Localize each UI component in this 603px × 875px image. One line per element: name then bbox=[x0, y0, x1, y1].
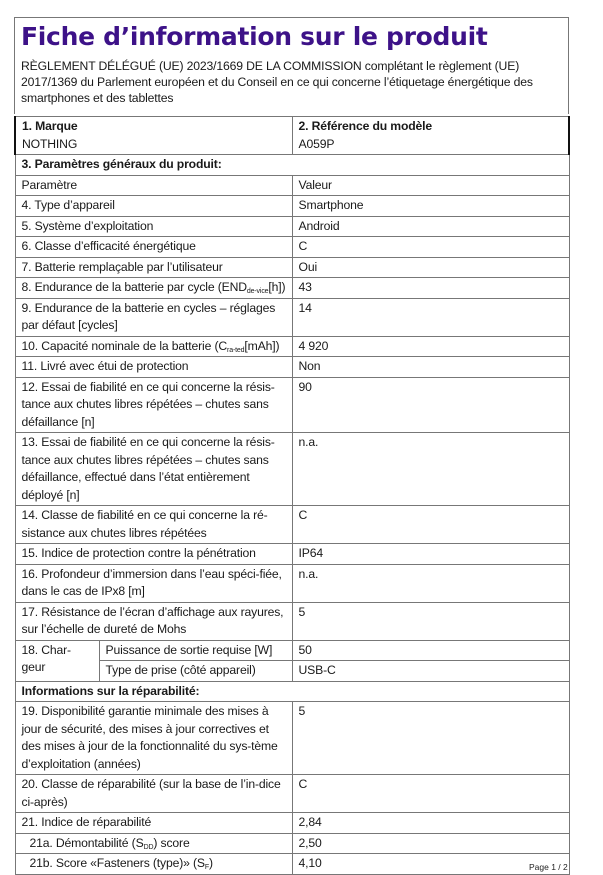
document-header bbox=[14, 17, 569, 114]
table-row bbox=[15, 237, 569, 258]
table-row bbox=[15, 336, 569, 357]
table-row bbox=[15, 854, 569, 875]
model-cell bbox=[292, 117, 569, 155]
page-number: Page 1 / 2 bbox=[529, 862, 568, 872]
row-value: 43 bbox=[292, 278, 569, 299]
row-label: 17. Résistance de l’écran d’affichage aux rayures, sur l’échelle de dureté de Mohs bbox=[15, 602, 292, 640]
row-label: 11. Livré avec étui de protection bbox=[15, 357, 292, 378]
row-label bbox=[15, 833, 292, 854]
charger-row-power bbox=[15, 640, 569, 661]
brand-cell bbox=[15, 117, 292, 155]
model-label: 2. Référence du modèle bbox=[298, 119, 433, 133]
brand-model-row bbox=[15, 117, 569, 155]
section-heading-repair bbox=[15, 681, 569, 702]
product-info-table bbox=[14, 116, 570, 875]
table-row bbox=[15, 433, 569, 506]
table-row bbox=[15, 196, 569, 217]
table-row bbox=[15, 257, 569, 278]
table-row bbox=[15, 702, 569, 775]
column-header-row bbox=[15, 175, 569, 196]
charger-plug-value: USB-C bbox=[292, 661, 569, 682]
col-header-param: Paramètre bbox=[15, 175, 292, 196]
label-text: ) score bbox=[153, 835, 190, 850]
row-value: 4,10 bbox=[292, 854, 569, 875]
regulation-text: RÈGLEMENT DÉLÉGUÉ (UE) 2023/1669 DE LA COMMISSION complétant le règlement (UE) 2017/1369 du Parlement européen et du Conseil en ce qui concerne l’étiquetage énergétique des smartphones et des tablettes bbox=[21, 59, 533, 105]
table-row bbox=[15, 833, 569, 854]
label-text: 21a. Démontabilité (S bbox=[29, 835, 144, 850]
col-header-value: Valeur bbox=[292, 175, 569, 196]
table-row bbox=[15, 216, 569, 237]
row-label bbox=[15, 336, 292, 357]
label-subscript: ra-ted bbox=[227, 346, 245, 354]
table-row bbox=[15, 278, 569, 299]
page-title: Fiche d’information sur le produit bbox=[21, 22, 488, 51]
row-value: 2,50 bbox=[292, 833, 569, 854]
row-value: IP64 bbox=[292, 544, 569, 565]
row-label: 13. Essai de fiabilité en ce qui concerne la résis-tance aux chutes libres répétées – chutes sans défaillance, effectué dans l’état entièrement déployé [n] bbox=[15, 433, 292, 506]
row-label: 15. Indice de protection contre la pénétration bbox=[15, 544, 292, 565]
row-value: 5 bbox=[292, 702, 569, 775]
row-value: C bbox=[292, 775, 569, 813]
label-text: ) bbox=[209, 856, 213, 870]
charger-label: 18. Char-geur bbox=[15, 640, 99, 681]
row-label: 16. Profondeur d’immersion dans l’eau spéci-fiée, dans le cas de IPx8 [m] bbox=[15, 564, 292, 602]
label-subscript: F bbox=[204, 864, 210, 871]
row-value: 14 bbox=[292, 298, 569, 336]
row-value: C bbox=[292, 506, 569, 544]
row-value: Non bbox=[292, 357, 569, 378]
row-value: Smartphone bbox=[292, 196, 569, 217]
table-row bbox=[15, 298, 569, 336]
row-label: 14. Classe de fiabilité en ce qui concerne la ré-sistance aux chutes libres répétées bbox=[15, 506, 292, 544]
label-subscript: DD bbox=[143, 843, 154, 851]
section-general-title: 3. Paramètres généraux du produit: bbox=[15, 155, 569, 176]
table-row bbox=[15, 775, 569, 813]
table-row bbox=[15, 506, 569, 544]
table-row bbox=[15, 357, 569, 378]
brand-label: 1. Marque bbox=[22, 119, 78, 133]
label-subscript: de-vice bbox=[246, 288, 269, 295]
row-value: 5 bbox=[292, 602, 569, 640]
row-label: 7. Batterie remplaçable par l’utilisateur bbox=[15, 257, 292, 278]
row-label: 20. Classe de réparabilité (sur la base de l’in-dice ci-après) bbox=[15, 775, 292, 813]
section-heading-general bbox=[15, 155, 569, 176]
row-value: 90 bbox=[292, 377, 569, 433]
brand-value: NOTHING bbox=[22, 136, 78, 151]
row-value: n.a. bbox=[292, 433, 569, 506]
model-value: A059P bbox=[298, 136, 335, 151]
label-text: [mAh]) bbox=[244, 338, 280, 353]
row-label: 9. Endurance de la batterie en cycles – réglages par défaut [cycles] bbox=[15, 298, 292, 336]
table-row bbox=[15, 377, 569, 433]
row-label: 19. Disponibilité garantie minimale des mises à jour de sécurité, des mises à jour correctives et des mises à jour de la fonctionnalité du sys-tème d’exploitation (années) bbox=[15, 702, 292, 775]
table-row bbox=[15, 544, 569, 565]
row-value: Android bbox=[292, 216, 569, 237]
row-label: 12. Essai de fiabilité en ce qui concerne la résis-tance aux chutes libres répétées – chutes sans défaillance [n] bbox=[15, 377, 292, 433]
row-label: 21. Indice de réparabilité bbox=[15, 813, 292, 834]
row-label: 4. Type d’appareil bbox=[15, 196, 292, 217]
row-label: 5. Système d’exploitation bbox=[15, 216, 292, 237]
label-text: [h]) bbox=[268, 280, 286, 294]
row-value: n.a. bbox=[292, 564, 569, 602]
table-row bbox=[15, 564, 569, 602]
section-repair-title: Informations sur la réparabilité: bbox=[15, 681, 569, 702]
label-text: 8. Endurance de la batterie par cycle (END bbox=[21, 280, 247, 294]
label-text: 21b. Score «Fasteners (type)» (S bbox=[29, 856, 205, 870]
table-row bbox=[15, 813, 569, 834]
row-label bbox=[15, 854, 292, 875]
row-value: 2,84 bbox=[292, 813, 569, 834]
row-label: 6. Classe d’efficacité énergétique bbox=[15, 237, 292, 258]
row-value: 4 920 bbox=[292, 336, 569, 357]
charger-power-label: Puissance de sortie requise [W] bbox=[99, 640, 292, 661]
row-value: Oui bbox=[292, 257, 569, 278]
charger-power-value: 50 bbox=[292, 640, 569, 661]
table-row bbox=[15, 602, 569, 640]
label-text: 10. Capacité nominale de la batterie (C bbox=[21, 338, 228, 353]
charger-row-plug bbox=[15, 661, 569, 682]
row-value: C bbox=[292, 237, 569, 258]
charger-plug-label: Type de prise (côté appareil) bbox=[99, 661, 292, 682]
row-label bbox=[15, 278, 292, 299]
